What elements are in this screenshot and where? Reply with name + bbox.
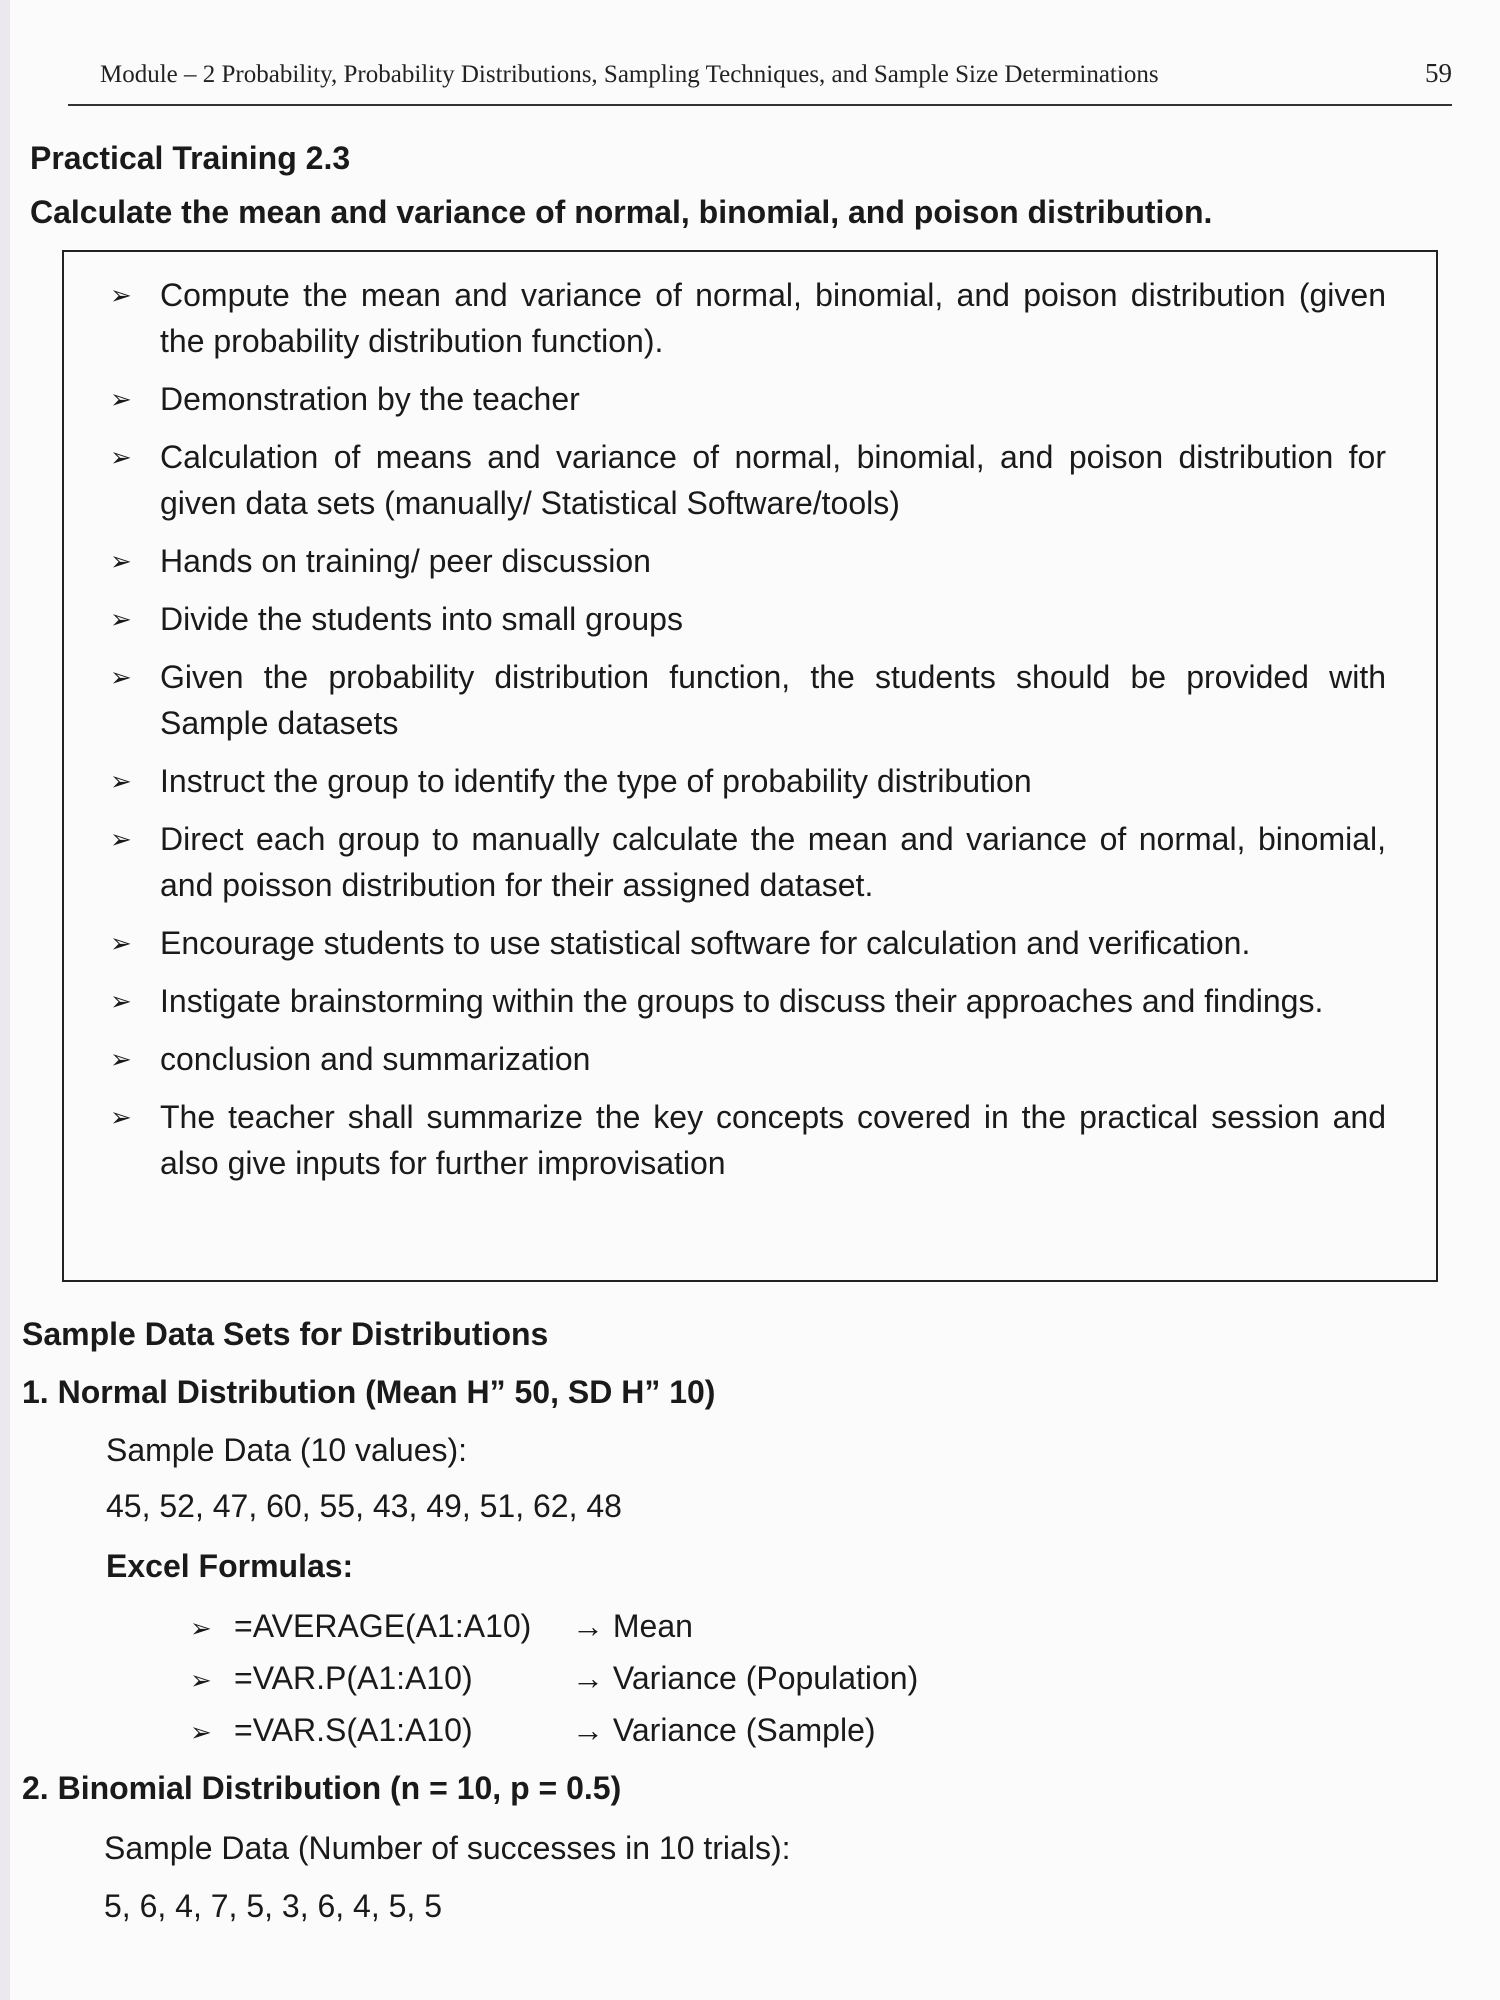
arrowhead-bullet-icon: ➢ [190,1665,212,1695]
arrowhead-bullet-icon: ➢ [110,824,132,854]
formula-result: → Variance (Population) [572,1660,919,1696]
arrowhead-bullet-icon: ➢ [110,928,132,958]
arrowhead-bullet-icon: ➢ [110,662,132,692]
list-item: ➢ Hands on training/ peer discussion [110,538,1386,584]
running-header [100,58,1452,89]
page-number: 59 [1425,58,1452,88]
formula-row [190,1712,876,1749]
list-item: ➢ Calculation of means and variance of normal, binomial, and poison distribution for given data sets (manually/ Statistical Software/tools) [110,434,1386,526]
formula-row [190,1608,693,1645]
page-edge [0,0,10,2000]
arrowhead-bullet-icon: ➢ [190,1717,212,1747]
activity-list [64,252,1436,1186]
binomial-distribution-title: 2. Binomial Distribution (n = 10, p = 0.5) [22,1770,622,1806]
list-item: ➢ Demonstration by the teacher [110,376,1386,422]
formula-expression: =VAR.S(A1:A10) [234,1712,473,1748]
binomial-sample-label: Sample Data (Number of successes in 10 trials): [104,1830,791,1866]
arrowhead-bullet-icon: ➢ [110,442,132,472]
arrowhead-bullet-icon: ➢ [110,546,132,576]
normal-sample-values: 45, 52, 47, 60, 55, 43, 49, 51, 62, 48 [106,1488,622,1524]
binomial-sample-values: 5, 6, 4, 7, 5, 3, 6, 4, 5, 5 [104,1888,442,1924]
formula-expression: =AVERAGE(A1:A10) [234,1608,532,1644]
activity-box [62,250,1438,1282]
list-item: ➢ Direct each group to manually calculate the mean and variance of normal, binomial, and poisson distribution for their assigned dataset. [110,816,1386,908]
formula-row [190,1660,918,1697]
header-rule [68,104,1452,106]
module-title: Module – 2 Probability, Probability Distributions, Sampling Techniques, and Sample Size Determinations [100,61,1159,88]
sample-data-heading: Sample Data Sets for Distributions [22,1316,549,1352]
arrowhead-bullet-icon: ➢ [110,604,132,634]
formula-result: → Variance (Sample) [572,1712,876,1748]
normal-distribution-title: 1. Normal Distribution (Mean H” 50, SD H” 10) [22,1374,716,1410]
formula-result: → Mean [572,1608,693,1644]
practical-subtitle: Calculate the mean and variance of normal, binomial, and poison distribution. [30,194,1213,230]
list-item: ➢ Given the probability distribution function, the students should be provided with Sample datasets [110,654,1386,746]
arrowhead-bullet-icon: ➢ [110,766,132,796]
arrowhead-bullet-icon: ➢ [110,1044,132,1074]
list-item: ➢ Divide the students into small groups [110,596,1386,642]
list-item: ➢ The teacher shall summarize the key concepts covered in the practical session and also give inputs for further improvisation [110,1094,1386,1186]
list-item: ➢ Compute the mean and variance of normal, binomial, and poison distribution (given the probability distribution function). [110,272,1386,364]
arrowhead-bullet-icon: ➢ [110,986,132,1016]
practical-title: Practical Training 2.3 [30,140,351,176]
arrowhead-bullet-icon: ➢ [110,1102,132,1132]
list-item: ➢ conclusion and summarization [110,1036,1386,1082]
list-item: ➢ Encourage students to use statistical software for calculation and verification. [110,920,1386,966]
excel-formulas-label: Excel Formulas: [106,1548,354,1584]
list-item: ➢ Instruct the group to identify the type of probability distribution [110,758,1386,804]
arrowhead-bullet-icon: ➢ [110,384,132,414]
normal-sample-label: Sample Data (10 values): [106,1432,468,1468]
list-item: ➢ Instigate brainstorming within the groups to discuss their approaches and findings. [110,978,1386,1024]
arrowhead-bullet-icon: ➢ [190,1613,212,1643]
arrowhead-bullet-icon: ➢ [110,280,132,310]
formula-expression: =VAR.P(A1:A10) [234,1660,473,1696]
